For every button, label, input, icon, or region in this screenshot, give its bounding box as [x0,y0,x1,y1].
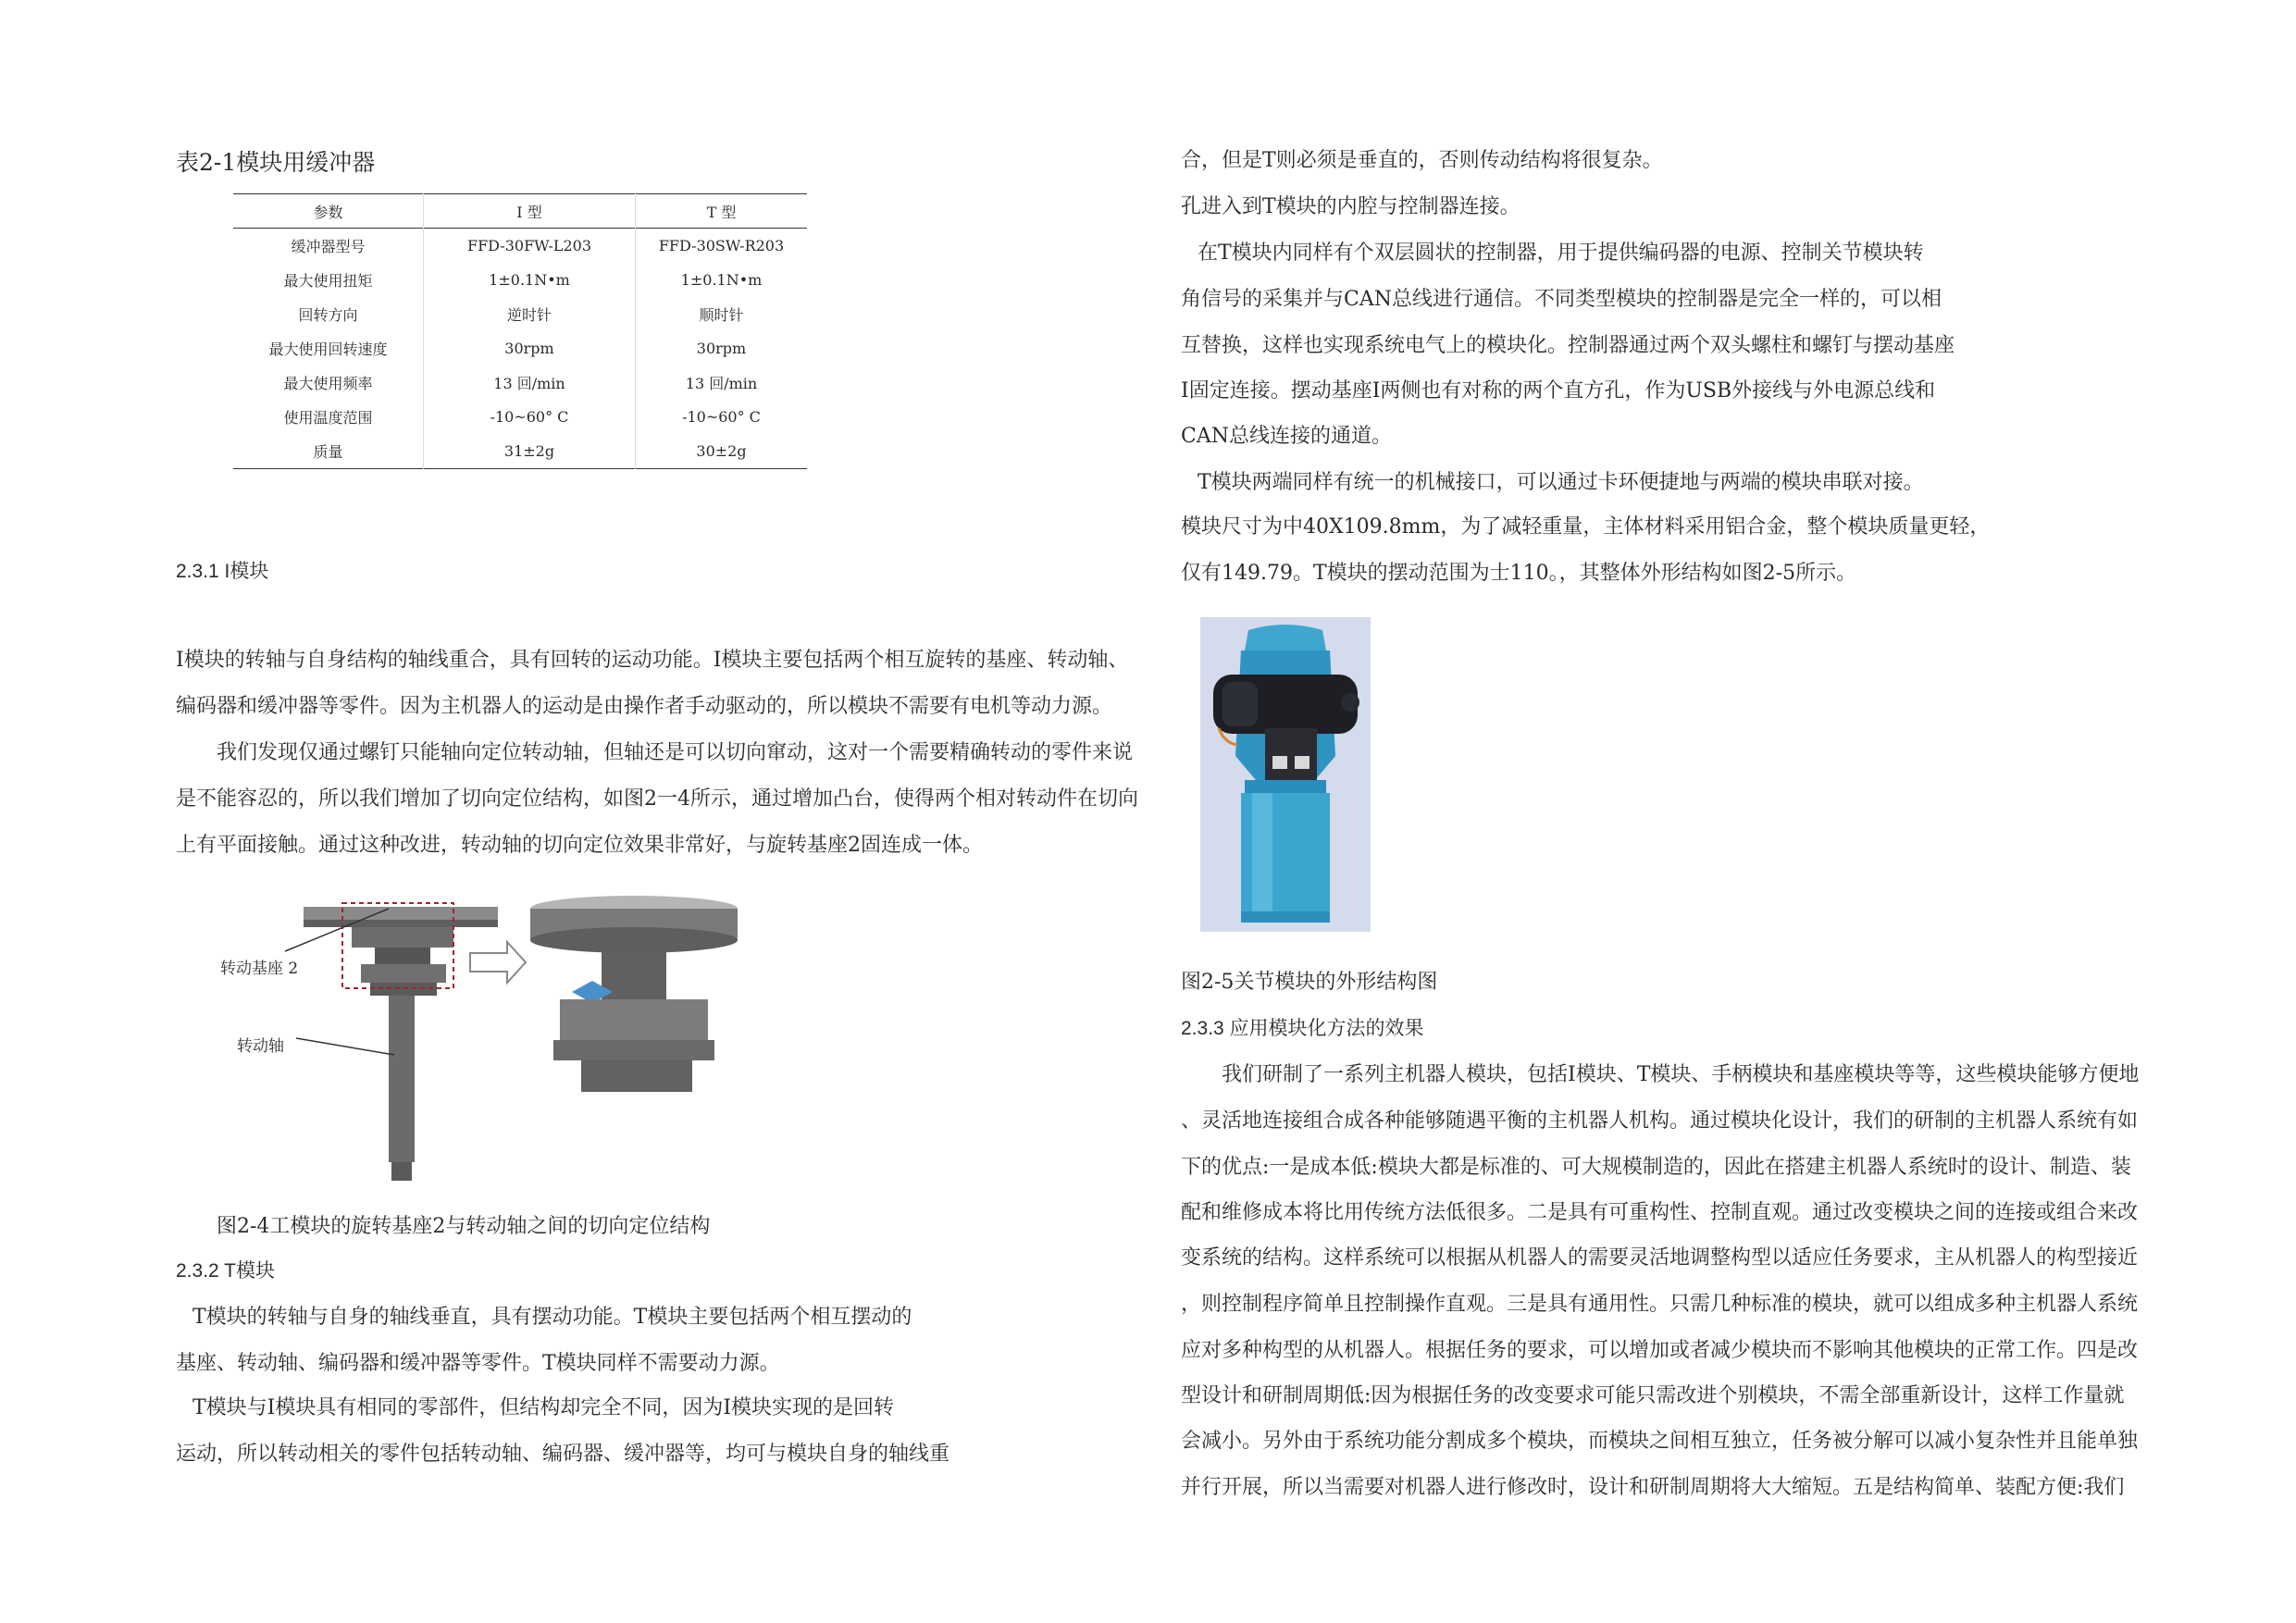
body-text-line: 仅有149.79。T模块的摆动范围为士110。，其整体外形结构如图2-5所示。 [1181,562,1857,585]
body-text-line: 会减小。另外由于系统功能分割成多个模块，而模块之间相互独立，任务被分解可以减小复杂性并且能单独 [1181,1430,2139,1453]
body-text-line: 孔进入到T模块的内腔与控制器连接。 [1181,195,1520,218]
figure-2-4-caption: 图2-4工模块的旋转基座2与转动轴之间的切向定位结构 [217,1215,711,1238]
body-text-line: 模块尺寸为中40X109.8mm，为了减轻重量，主体材料采用铝合金，整个模块质量更轻， [1181,515,1991,539]
table-header-row [233,194,807,229]
section-heading-2-3-2: 2.3.2 T模块 [176,1260,275,1282]
table-cell: 使用温度范围 [283,409,373,427]
body-text-line: T模块的转轴与自身的轴线垂直，具有摆动功能。T模块主要包括两个相互摆动的 [192,1306,912,1329]
figure-label-shaft: 转动轴 [237,1037,284,1056]
body-text-line: 运动，所以转动相关的零件包括转动轴、编码器、缓冲器等，均可与模块自身的轴线重 [176,1443,950,1466]
table-cell: FFD-30SW-R203 [636,229,808,264]
body-text-line: 互替换，这样也实现系统电气上的模块化。控制器通过两个双头螺柱和螺钉与摆动基座 [1181,334,1955,357]
table-header-cell: T 型 [636,194,808,229]
table-cell: 30±2g [636,434,808,469]
figure-label-base: 转动基座 2 [220,960,299,978]
table-title: 表2-1模块用缓冲器 [176,149,376,176]
table-cell: 最大使用频率 [283,375,373,392]
body-text-line: CAN总线连接的通道。 [1181,425,1392,448]
section-heading-2-3-1: 2.3.1 I模块 [176,561,269,582]
body-text-line: 合，但是T则必须是垂直的，否则传动结构将很复杂。 [1181,149,1663,172]
body-text-line: 是不能容忍的，所以我们增加了切向定位结构，如图2一4所示，通过增加凸台，使得两个相对转动件在切向 [176,787,1138,811]
table-header-cell: I 型 [424,194,636,229]
figure-2-5-caption: 图2-5关节模块的外形结构图 [1181,971,1438,994]
table-cell: 13 回/min [424,365,636,400]
body-text-line: 上有平面接触。通过这种改进，转动轴的切向定位效果非常好，与旋转基座2固连成一体。 [176,834,983,857]
table-cell: 30rpm [424,331,636,365]
table-cell: 30rpm [636,331,808,365]
body-text-line: T模块与I模块具有相同的零部件，但结构却完全不同，因为I模块实现的是回转 [192,1396,895,1419]
table-cell: 回转方向 [298,306,358,324]
body-text-line: T模块两端同样有统一的机械接口，可以通过卡环便捷地与两端的模块串联对接。 [1198,471,1924,494]
table-cell: 1±0.1N•m [424,263,636,297]
body-text-line: 编码器和缓冲器等零件。因为主机器人的运动是由操作者手动驱动的，所以模块不需要有电机等动力源。 [176,695,1113,718]
body-text-line: 我们发现仅通过螺钉只能轴向定位转动轴，但轴还是可以切向窜动，这对一个需要精确转动的零件来说 [217,741,1134,764]
table-row [233,434,807,469]
table-cell: 13 回/min [636,365,808,400]
body-text-line: 基座、转动轴、编码器和缓冲器等零件。T模块同样不需要动力源。 [176,1352,780,1375]
body-text-line: ，则控制程序简单且控制操作直观。三是具有通用性。只需几种标准的模块，就可以组成多种主机器人系统 [1181,1293,2139,1316]
body-text-line: 我们研制了一系列主机器人模块，包括I模块、T模块、手柄模块和基座模块等等，这些模块能够方便地 [1222,1063,2140,1086]
table-cell: FFD-30FW-L203 [424,229,636,264]
body-text-line: 变系统的结构。这样系统可以根据从机器人的需要灵活地调整构型以适应任务要求，主从机器人的构型接近 [1181,1246,2139,1270]
table-cell: 1±0.1N•m [636,263,808,297]
buffer-parameter-table [233,193,807,469]
body-text-line: 配和维修成本将比用传统方法低很多。二是具有可重构性、控制直观。通过改变模块之间的连接或组合来改 [1181,1201,2139,1224]
section-heading-2-3-3: 2.3.3 应用模块化方法的效果 [1181,1018,1424,1039]
body-text-line: 角信号的采集并与CAN总线进行通信。不同类型模块的控制器是完全一样的，可以相 [1181,288,1942,311]
body-text-line: I固定连接。摆动基座I两侧也有对称的两个直方孔，作为USB外接线与外电源总线和 [1181,379,1936,403]
table-cell: -10~60° C [424,400,636,434]
table-cell: 顺时针 [636,297,808,331]
leader-line-base [278,903,426,959]
body-text-line: 下的优点:一是成本低:模块大都是标准的、可大规模制造的，因此在搭建主机器人系统时的设计、制造、装 [1181,1156,2131,1179]
table-cell: 最大使用回转速度 [268,341,388,358]
body-text-line: I模块的转轴与自身结构的轴线重合，具有回转的运动功能。I模块主要包括两个相互旋转的基座、转动轴、 [176,649,1129,672]
body-text-line: 并行开展，所以当需要对机器人进行修改时，设计和研制周期将大大缩短。五是结构简单、装配方便:我们 [1181,1476,2125,1499]
table-row [233,297,807,331]
table-row [233,400,807,434]
body-text-line: 在T模块内同样有个双层圆状的控制器，用于提供编码器的电源、控制关节模块转 [1198,242,1924,265]
body-text-line: 型设计和研制周期低:因为根据任务的改变要求可能只需改进个别模块，不需全部重新设计，这样工作量就 [1181,1384,2125,1407]
table-cell: 缓冲器型号 [291,238,366,255]
body-text-line: 应对多种构型的从机器人。根据任务的要求，可以增加或者减少模块而不影响其他模块的正常工作。四是改 [1181,1339,2139,1362]
table-cell: 质量 [313,443,343,461]
table-row [233,229,807,264]
table-cell: 31±2g [424,434,636,469]
body-text-line: 、灵活地连接组合成各种能够随遇平衡的主机器人机构。通过模块化设计，我们的研制的主机器人系统有如 [1181,1109,2139,1133]
table-cell: 最大使用扭矩 [283,272,373,290]
table-cell: -10~60° C [636,400,808,434]
table-row [233,263,807,297]
table-row [233,365,807,400]
table-header-cell: 参数 [313,203,343,221]
table-row [233,331,807,365]
table-cell: 逆时针 [424,297,636,331]
leader-line-shaft [294,1033,405,1060]
figure-2-5-joint-module-photo [1200,617,1371,932]
joint-module-illustration [1200,617,1371,932]
